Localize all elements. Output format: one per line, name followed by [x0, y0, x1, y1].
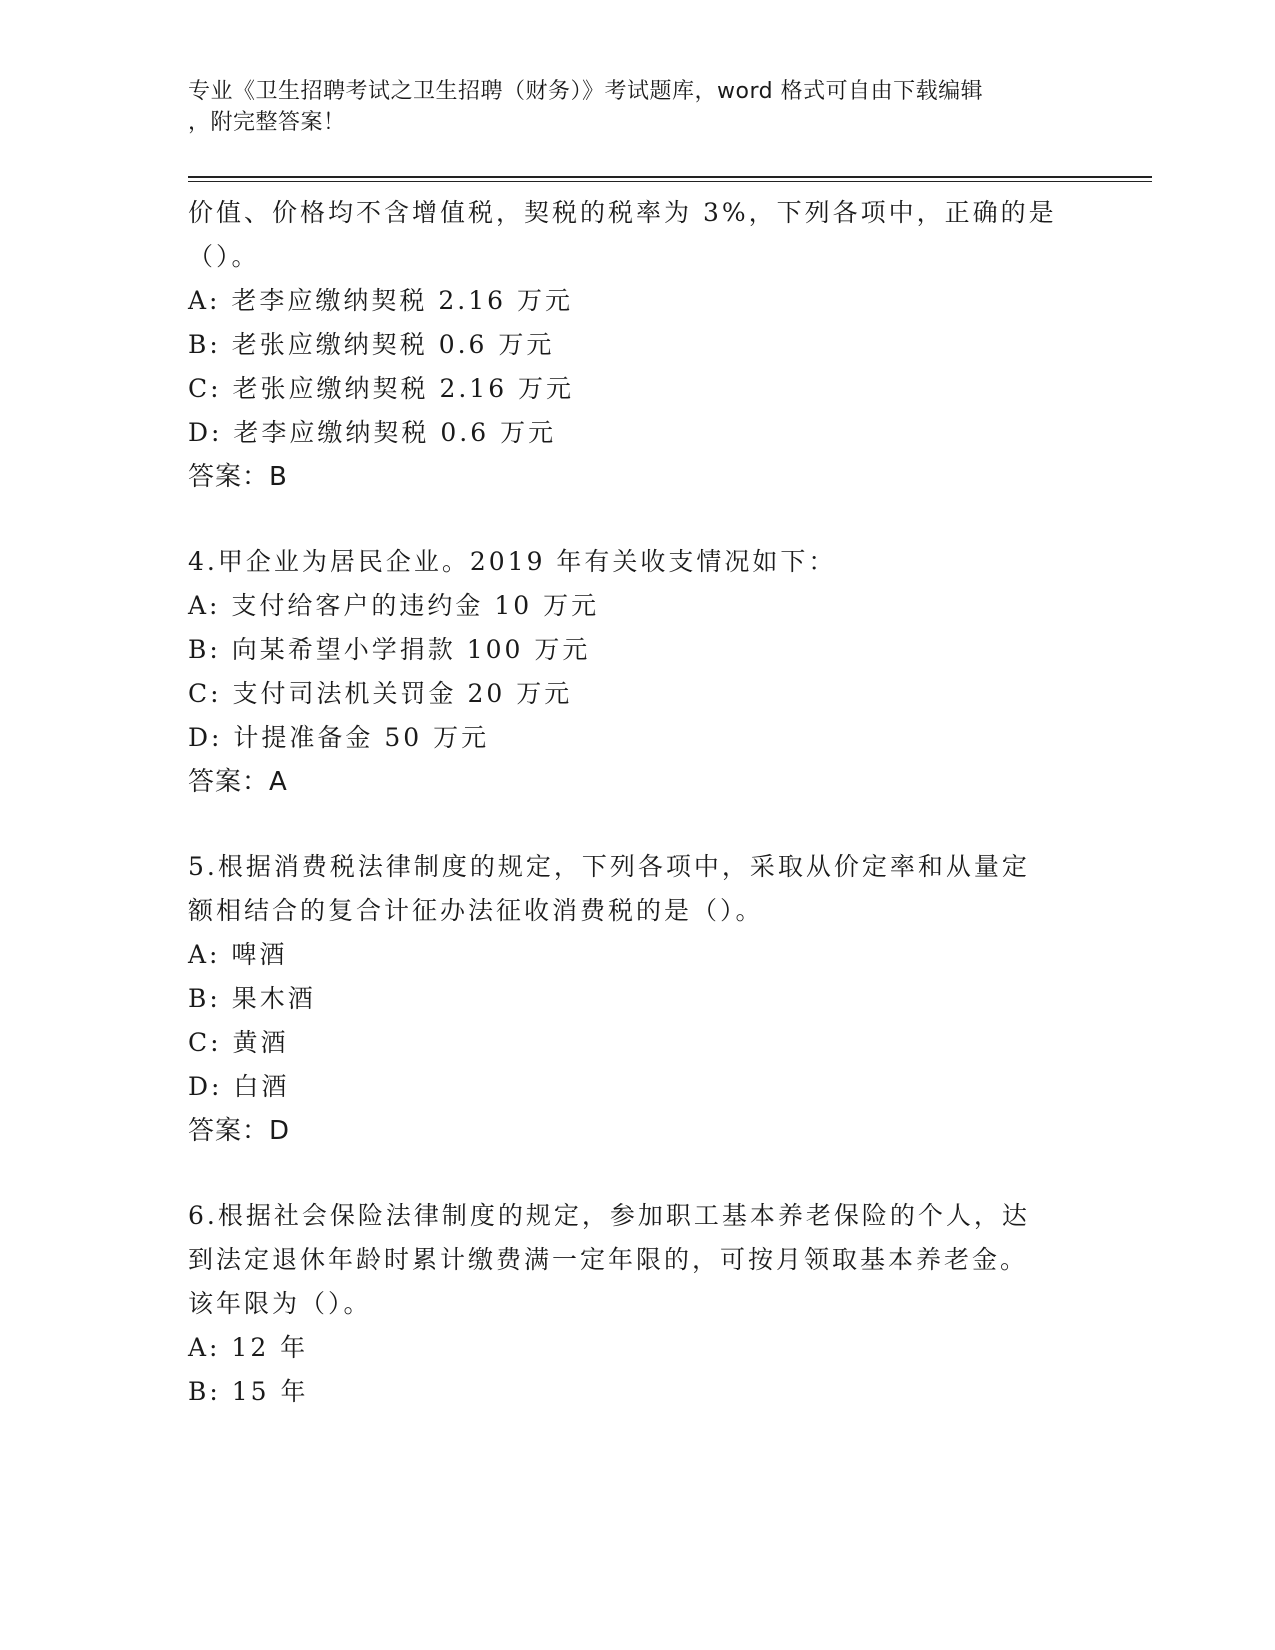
q5-option-a: A: 啤酒	[188, 940, 288, 969]
q5-option-c: C: 黄酒	[188, 1028, 289, 1057]
header-title-line-1: 专业《卫生招聘考试之卫生招聘（财务）》考试题库，word 格式可自由下载编辑	[188, 79, 984, 104]
q3-stem-line-1: 价值、价格均不含增值税，契税的税率为 3%，下列各项中，正确的是	[188, 198, 1057, 227]
q6-stem-line-3: 该年限为（）。	[188, 1289, 372, 1318]
q5-option-b: B: 果木酒	[188, 984, 316, 1013]
q6-stem-line-1: 6.根据社会保险法律制度的规定，参加职工基本养老保险的个人，达	[188, 1201, 1030, 1230]
q6-stem-line-2: 到法定退休年龄时累计缴费满一定年限的，可按月领取基本养老金。	[188, 1245, 1029, 1274]
q3-stem-line-2: （）。	[188, 242, 260, 271]
q6-option-b: B: 15 年	[188, 1377, 309, 1406]
q4-option-a: A: 支付给客户的违约金 10 万元	[188, 591, 600, 620]
q6-option-a: A: 12 年	[188, 1333, 309, 1362]
q5-answer: 答案：D	[188, 1116, 291, 1146]
q3-option-a: A: 老李应缴纳契税 2.16 万元	[188, 286, 573, 315]
q4-stem-line-1: 4.甲企业为居民企业。2019 年有关收支情况如下：	[188, 547, 837, 576]
document-header	[188, 76, 1068, 138]
q4-option-b: B: 向某希望小学捐款 100 万元	[188, 635, 591, 664]
q4-answer: 答案：A	[188, 767, 288, 797]
q4-option-c: C: 支付司法机关罚金 20 万元	[188, 679, 573, 708]
header-title-line-2: ，附完整答案！	[188, 110, 346, 135]
header-divider-bottom	[188, 181, 1152, 182]
q3-option-b: B: 老张应缴纳契税 0.6 万元	[188, 330, 555, 359]
q3-answer: 答案：B	[188, 462, 288, 492]
q5-stem-line-2: 额相结合的复合计征办法征收消费税的是（）。	[188, 896, 764, 925]
q5-option-d: D: 白酒	[188, 1072, 290, 1101]
q4-option-d: D: 计提准备金 50 万元	[188, 723, 490, 752]
header-divider-top	[188, 176, 1152, 178]
q3-option-c: C: 老张应缴纳契税 2.16 万元	[188, 374, 575, 403]
q5-stem-line-1: 5.根据消费税法律制度的规定，下列各项中，采取从价定率和从量定	[188, 852, 1030, 881]
q3-option-d: D: 老李应缴纳契税 0.6 万元	[188, 418, 557, 447]
